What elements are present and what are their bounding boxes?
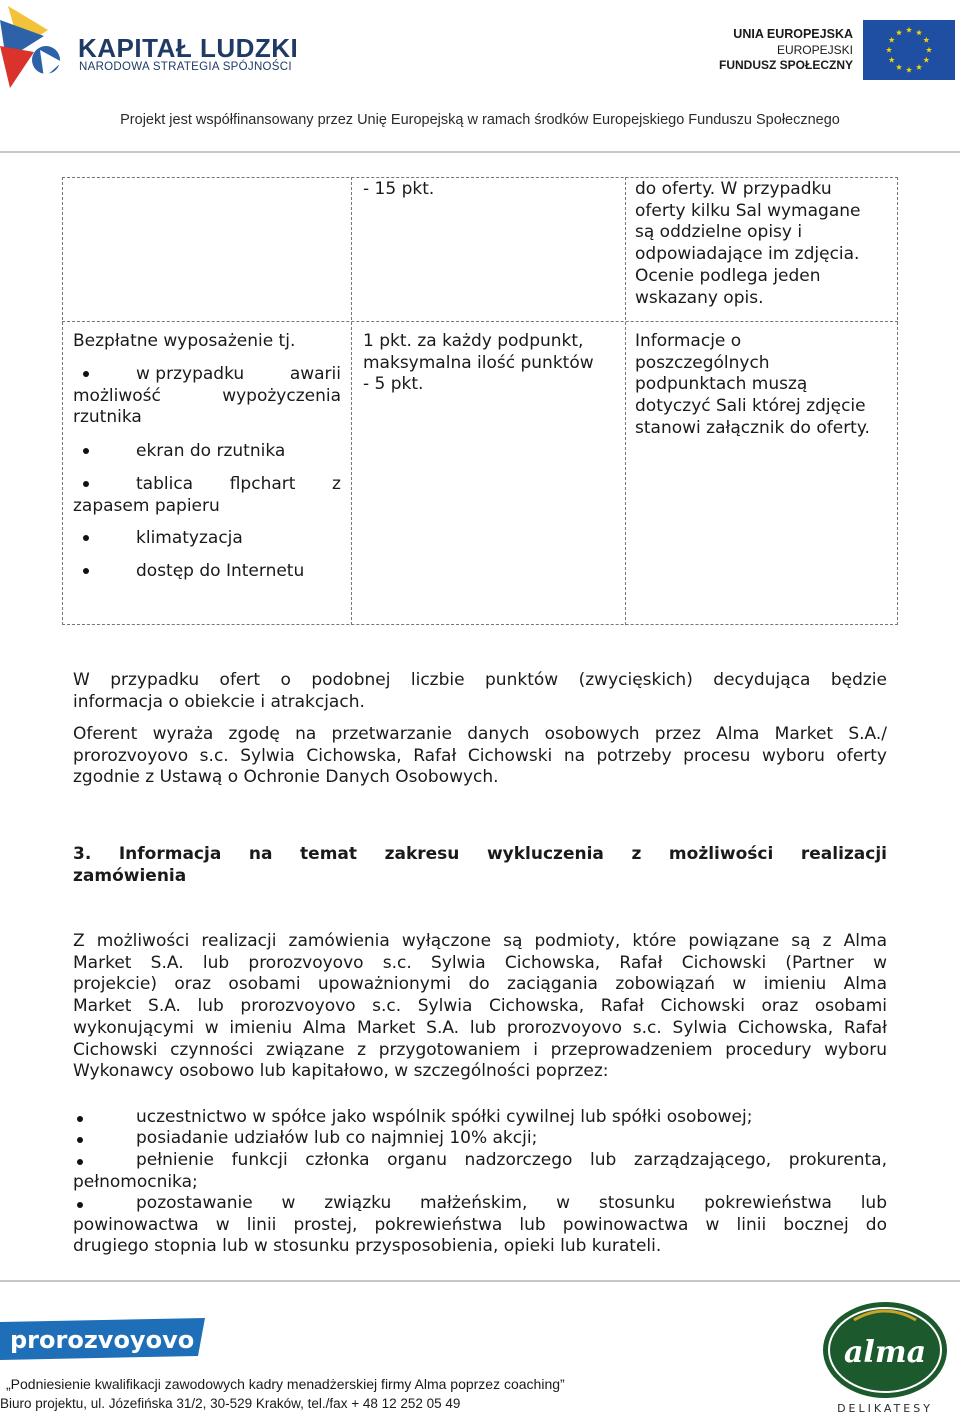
cofinancing-note: Projekt jest współfinansowany przez Unię Europejską w ramach środków Europejskiego Funduszu Społecznego xyxy=(120,112,840,128)
exclusion-list-item: uczestnictwo w spółce jako wspólnik spółki cywilnej lub spółki osobowej; xyxy=(136,1107,753,1127)
table-column-divider xyxy=(351,177,352,625)
equipment-item: klimatyzacja xyxy=(136,528,243,548)
bullet-icon xyxy=(83,568,89,574)
footer-project-title: „Podniesienie kwalifikacji zawodowych kadry menadżerskiej firmy Alma poprzez coaching” xyxy=(6,1376,565,1392)
equipment-item: w przypadku awarii możliwość wypożyczenia rzutnika xyxy=(73,364,341,428)
eu-label-line2: EUROPEJSKI xyxy=(776,43,853,57)
eu-flag-icon xyxy=(863,20,955,80)
equipment-item: ekran do rzutnika xyxy=(136,441,286,461)
row2-criterion-title: Bezpłatne wyposażenie tj. xyxy=(73,331,296,351)
row1-notes: do oferty. W przypadku oferty kilku Sal wymagane są oddzielne opisy i odpowiadające im zdjęcia. Ocenie podlega jeden wskazany opis. xyxy=(635,179,861,308)
tie-break-paragraph: W przypadku ofert o podobnej liczbie punktów (zwycięskich) decydująca będzie informacja o obiekcie i atrakcjach. xyxy=(73,670,887,712)
header-divider xyxy=(0,151,960,153)
table-column-divider xyxy=(625,177,626,625)
exclusion-list-item: posiadanie udziałów lub co najmniej 10% akcji; xyxy=(136,1128,538,1148)
eu-label-line3: FUNDUSZ SPOŁECZNY xyxy=(718,58,853,72)
table-row-divider xyxy=(62,321,898,322)
row2-points: 1 pkt. za każdy podpunkt, maksymalna ilość punktów - 5 pkt. xyxy=(363,331,594,395)
exclusion-list-item: pozostawanie w związku małżeńskim, w stosunku pokrewieństwa lub powinowactwa w linii prostej, pokrewieństwa lub powinowactwa w linii bocznej do drugiego stopnia lub w stosunku przysposobienia, opieki lub kurateli. xyxy=(73,1193,887,1257)
kapital-ludzki-title: KAPITAŁ LUDZKI xyxy=(78,33,299,63)
exclusion-paragraph: Z możliwości realizacji zamówienia wyłączone są podmioty, które powiązane są z Alma Market S.A. lub prorozvoyovo s.c. Sylwia Cichowska, Rafał Cichowski (Partner w projekcie) oraz osobami upoważnionymi do zaciągania zobowiązań w imieniu Alma Market S.A. lub prorozvoyovo s.c. Sylwia Cichowska, Rafał Cichowski oraz osobami wykonującymi w imieniu Alma Market S.A. lub prorozvoyovo s.c. Sylwia Cichowska, Rafał Cichowski czynności związane z przygotowaniem i przeprowadzeniem procedury wyboru Wykonawcy osobowo lub kapitałowo, w szczególności poprzez: xyxy=(73,931,887,1082)
bullet-icon xyxy=(83,448,89,454)
equipment-item: dostęp do Internetu xyxy=(136,561,305,581)
equipment-item: tablica flpchart z zapasem papieru xyxy=(73,474,341,516)
svg-text:prorozvoyovo: prorozvoyovo xyxy=(10,1326,195,1354)
svg-text:alma: alma xyxy=(843,1335,927,1370)
section-heading: 3. Informacja na temat zakresu wykluczenia z możliwości realizacji zamówienia xyxy=(73,844,887,886)
exclusion-list-item: pełnienie funkcji członka organu nadzorczego lub zarządzającego, prokurenta, pełnomocnika; xyxy=(73,1150,887,1192)
kapital-ludzki-subtitle: NARODOWA STRATEGIA SPÓJNOŚCI xyxy=(79,61,292,73)
data-consent-paragraph: Oferent wyraża zgodę na przetwarzanie danych osobowych przez Alma Market S.A./ prorozvoyovo s.c. Sylwia Cichowska, Rafał Cichowski na potrzeby procesu wyboru oferty zgodnie z Ustawą o Ochronie Danych Osobowych. xyxy=(73,724,887,788)
bullet-icon xyxy=(83,535,89,541)
footer-address: Biuro projektu, ul. Józefińska 31/2, 30-529 Kraków, tel./fax + 48 12 252 05 49 xyxy=(0,1396,461,1411)
kapital-ludzki-logo-icon xyxy=(0,0,72,92)
alma-delikatesy-logo-icon xyxy=(814,1300,956,1415)
eu-label-line1: UNIA EUROPEJSKA xyxy=(733,27,853,41)
footer-divider xyxy=(0,1280,960,1282)
row1-points: - 15 pkt. xyxy=(363,179,435,199)
prorozvoyovo-logo-icon xyxy=(0,1318,210,1360)
svg-text:DELIKATESY: DELIKATESY xyxy=(837,1402,933,1415)
row2-notes: Informacje o poszczególnych podpunktach muszą dotyczyć Sali której zdjęcie stanowi załącznik do oferty. xyxy=(635,331,870,438)
